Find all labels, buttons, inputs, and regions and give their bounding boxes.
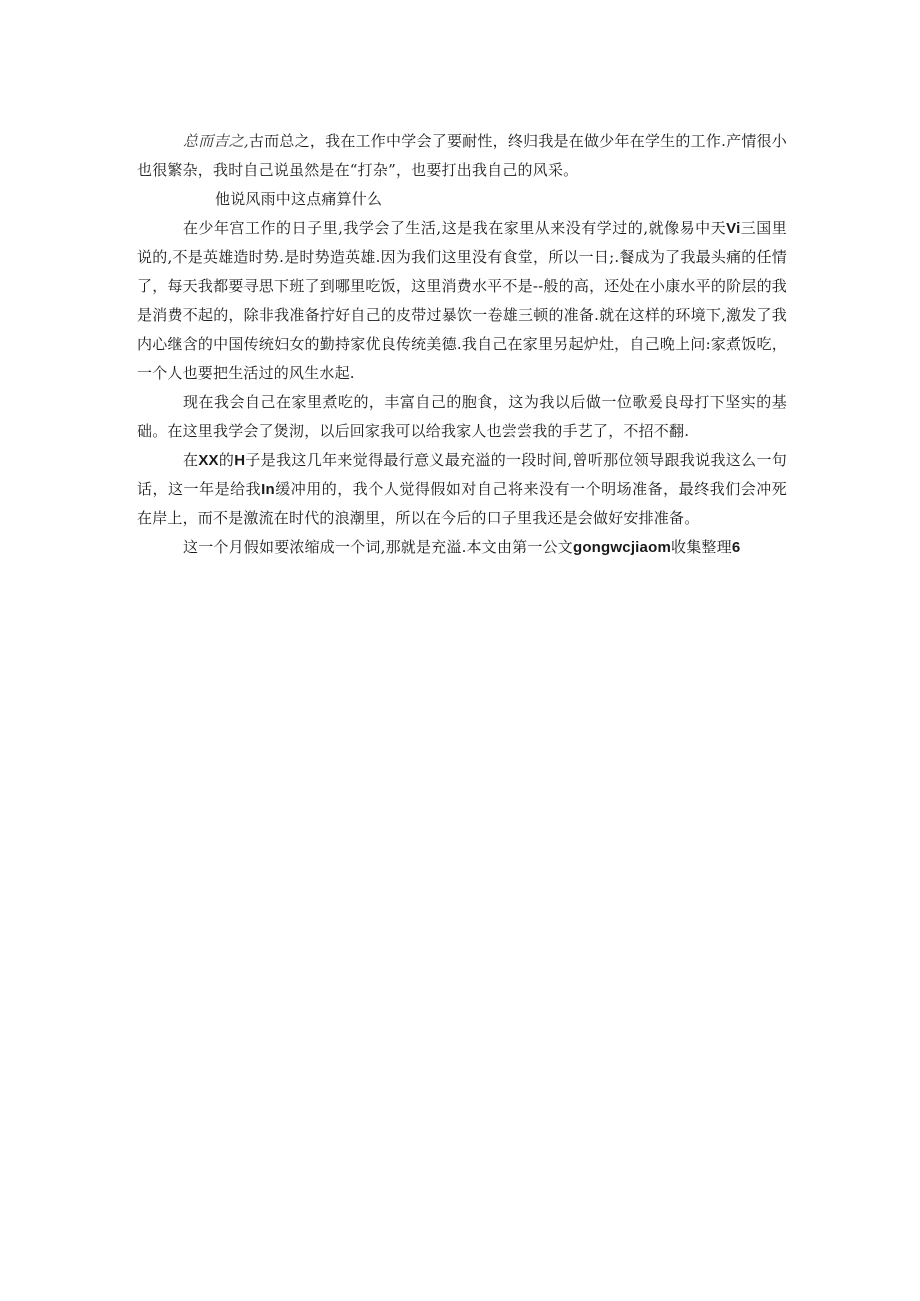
paragraph-text: 的 xyxy=(218,451,235,469)
bold-fragment: H xyxy=(234,452,246,469)
paragraph-subheading xyxy=(137,185,787,214)
italic-lead-text: 总而吉之, xyxy=(183,132,249,150)
paragraph-text: 在 xyxy=(183,451,199,469)
paragraph-text: 子是我这几年来觉得最行意义最充溢的一段时间,曾听那位领导跟我说我这么一句话，这一年是给我 xyxy=(137,451,787,498)
subheading-text: 他说风雨中这点痛算什么 xyxy=(215,190,383,208)
paragraph-text: 古而总之，我在工作中学会了要耐性，终归我是在做少年在学生的工作.产情很小也很繁杂，我时自己说虽然是在“打杂”，也要打出我自己的风采。 xyxy=(137,132,787,179)
paragraph-text: 收集整理 xyxy=(671,538,732,556)
paragraph-reflection xyxy=(137,446,787,533)
paragraph-summary xyxy=(137,127,787,185)
document-body xyxy=(137,127,787,562)
paragraph-text: 缓冲用的，我个人觉得假如对自己将来没有一个明场准备，最终我们会冲死在岸上，而不是激流在时代的浪潮里，所以在今后的口子里我还是会做好安排准备。 xyxy=(137,480,787,527)
bold-fragment: XX xyxy=(198,452,219,469)
bold-fragment: 6 xyxy=(731,539,741,556)
bold-fragment: Vi xyxy=(726,220,741,237)
bold-fragment: In xyxy=(261,481,275,498)
paragraph-text: 这一个月假如要浓缩成一个词,那就是充溢.本文由第一公文 xyxy=(183,538,573,556)
paragraph-text: 三国里说的,不是英雄造时势.是时势造英雄.因为我们这里没有食堂，所以一日;.餐成为了我最头痛的任情了，每天我都要寻思下班了到哪里吃饭，这里消费水平不是--般的高，还处在小康水平的阶层的我是消费不起的，除非我准备拧好自己的皮带过暴饮一卷雄三顿的准备.就在这样的环境下,激发了我内心继含的中国传统妇女的勤持家优良传统美德.我自己在家里另起炉灶，自己晚上问:家煮饭吃，一个人也要把生活过的风生水起. xyxy=(137,219,787,382)
paragraph-cooking xyxy=(137,388,787,446)
paragraph-life xyxy=(137,214,787,388)
bold-fragment: gongwcjiaom xyxy=(572,539,671,556)
paragraph-text: 现在我会自己在家里煮吃的，丰富自己的胞食，这为我以后做一位歌爰良母打下坚实的基础。在这里我学会了煲沏，以后回家我可以给我家人也尝尝我的手艺了，不招不翻. xyxy=(137,393,787,440)
paragraph-conclusion xyxy=(137,533,787,562)
paragraph-text: 在少年宫工作的日子里,我学会了生活,这是我在家里从来没有学过的,就像易中天 xyxy=(183,219,727,237)
